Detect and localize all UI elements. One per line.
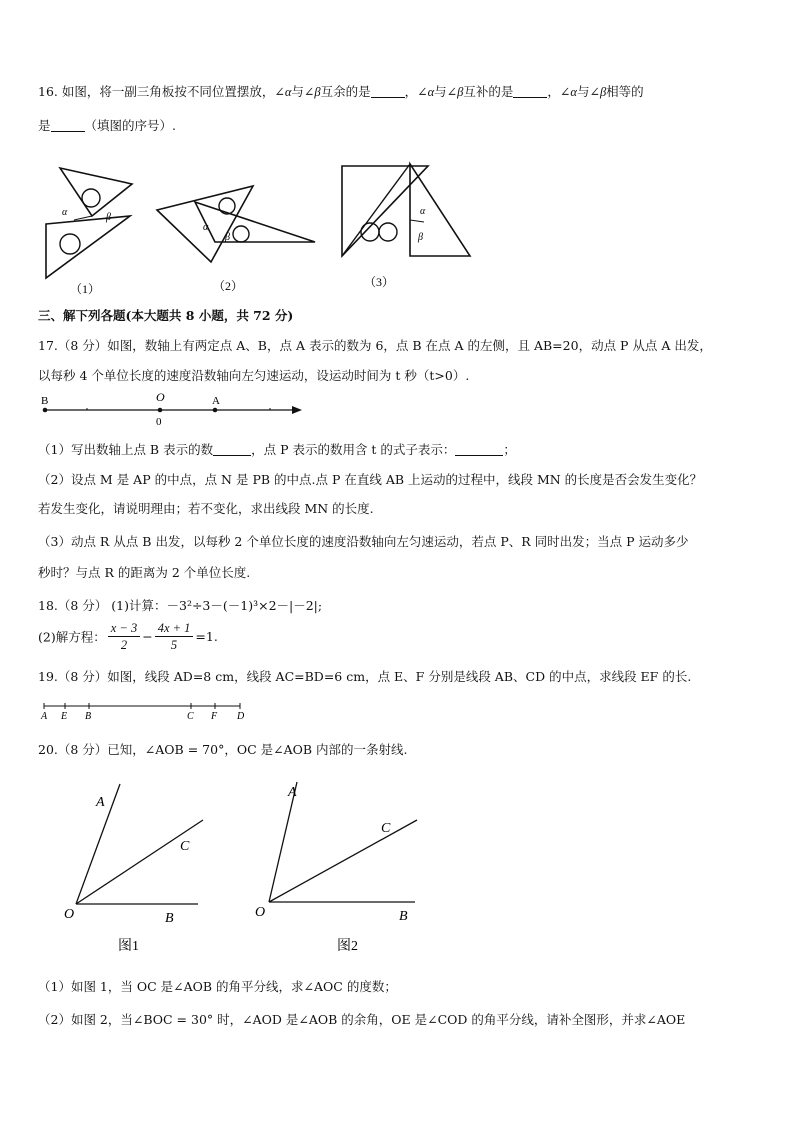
q16-figure-2 — [155, 180, 315, 293]
q20-figure-2 — [255, 780, 425, 955]
q18-line1: 18.（8 分） (1)计算：－3²÷3－(－1)³×2－|－2|; — [38, 598, 323, 613]
q17-part2-line1: （2）设点 M 是 AP 的中点，点 N 是 PB 的中点.点 P 在直线 AB 上运动的过程中，线段 MN 的长度是否会发生变化？ — [38, 472, 703, 487]
axis-label-zero: 0 — [156, 416, 162, 428]
svg-text:β: β — [106, 212, 111, 223]
q20-figure-1 — [60, 780, 220, 955]
fraction-2: $\frac{4x + 1}{5}$ — [155, 620, 194, 653]
point-label-O: O — [255, 905, 266, 920]
point-label-O: O — [64, 907, 75, 922]
fraction-1: $\frac{x - 3}{2}$ — [108, 620, 140, 653]
point-label-A: A — [96, 795, 105, 810]
q19-line1: 19.（8 分）如图，线段 AD=8 cm，线段 AC=BD=6 cm，点 E、F 分别是线段 AB、CD 的中点，求线段 EF 的长. — [38, 669, 692, 684]
figure-caption: 图2 — [337, 939, 358, 954]
q17-part2-line2: 若发生变化，请说明理由；若不变化，求出线段 MN 的长度. — [38, 501, 374, 516]
svg-text:α: α — [203, 222, 209, 233]
svg-text:α: α — [62, 207, 68, 218]
figure-label: （2） — [213, 279, 244, 293]
q17-part3-line1: （3）动点 R 从点 B 出发，以每秒 2 个单位长度的速度沿数轴向左匀速运动，若点 P、R 同时出发；当点 P 运动多少 — [38, 534, 689, 549]
q17-part3-line2: 秒时？与点 R 的距离为 2 个单位长度. — [38, 565, 251, 580]
q17-line2: 以每秒 4 个单位长度的速度沿数轴向左匀速运动，设运动时间为 t 秒（t>0）. — [38, 368, 470, 383]
q20-part2: （2）如图 2，当∠BOC = 30° 时，∠AOD 是∠AOB 的余角，OE 是∠COD 的角平分线，请补全图形，并求∠AOE — [38, 1012, 686, 1027]
svg-text:β: β — [418, 232, 423, 243]
figure-caption: 图1 — [118, 939, 139, 954]
answer-blank[interactable] — [213, 443, 251, 457]
point-label-C: C — [180, 839, 190, 854]
axis-label-O: O — [156, 390, 165, 404]
point-label-B: B — [399, 909, 408, 924]
point-label-B: B — [85, 711, 92, 722]
q18-equation: (2)解方程： $\frac{x - 3}{2}$ − $\frac{4x + 1}{5}$ =1. — [38, 621, 218, 652]
point-label-B: B — [165, 911, 174, 926]
point-label-A: A — [288, 785, 297, 800]
answer-blank[interactable] — [513, 85, 547, 99]
axis-label-A: A — [212, 395, 220, 407]
svg-text:β: β — [225, 232, 230, 243]
point-label-A: A — [41, 711, 48, 722]
q16-line1: 16. 如图，将一副三角板按不同位置摆放，∠α与∠β互余的是 ，∠α与∠β互补的是 ，∠α与∠β相等的 — [38, 84, 644, 99]
q17-line1: 17.（8 分）如图，数轴上有两定点 A、B，点 A 表示的数为 6，点 B 在点 A 的左侧，且 AB=20，动点 P 从点 A 出发， — [38, 338, 712, 353]
answer-blank[interactable] — [371, 85, 405, 99]
q19-segment — [40, 696, 255, 726]
q20-line1: 20.（8 分）已知，∠AOB = 70°，OC 是∠AOB 内部的一条射线. — [38, 742, 408, 757]
point-label-F: F — [211, 711, 218, 722]
q17-part1: （1）写出数轴上点 B 表示的数 ，点 P 表示的数用含 t 的式子表示： ； — [38, 442, 516, 457]
answer-blank[interactable] — [455, 443, 503, 457]
figure-label: （1） — [70, 282, 101, 296]
answer-blank[interactable] — [51, 119, 85, 133]
section-heading: 三、解下列各题(本大题共 8 小题，共 72 分) — [38, 308, 294, 323]
point-label-E: E — [61, 711, 68, 722]
point-label-D: D — [237, 711, 245, 722]
svg-text:α: α — [420, 206, 426, 217]
figure-label: （3） — [364, 275, 395, 289]
point-label-C: C — [381, 821, 391, 836]
axis-label-B: B — [41, 395, 49, 407]
q16-figure-1 — [40, 160, 140, 300]
number-line — [40, 388, 310, 428]
q16-line2: 是 （填图的序号）. — [38, 118, 176, 133]
point-label-C: C — [187, 711, 194, 722]
q20-part1: （1）如图 1，当 OC 是∠AOB 的角平分线，求∠AOC 的度数； — [38, 979, 397, 994]
q16-figure-3 — [338, 160, 478, 295]
